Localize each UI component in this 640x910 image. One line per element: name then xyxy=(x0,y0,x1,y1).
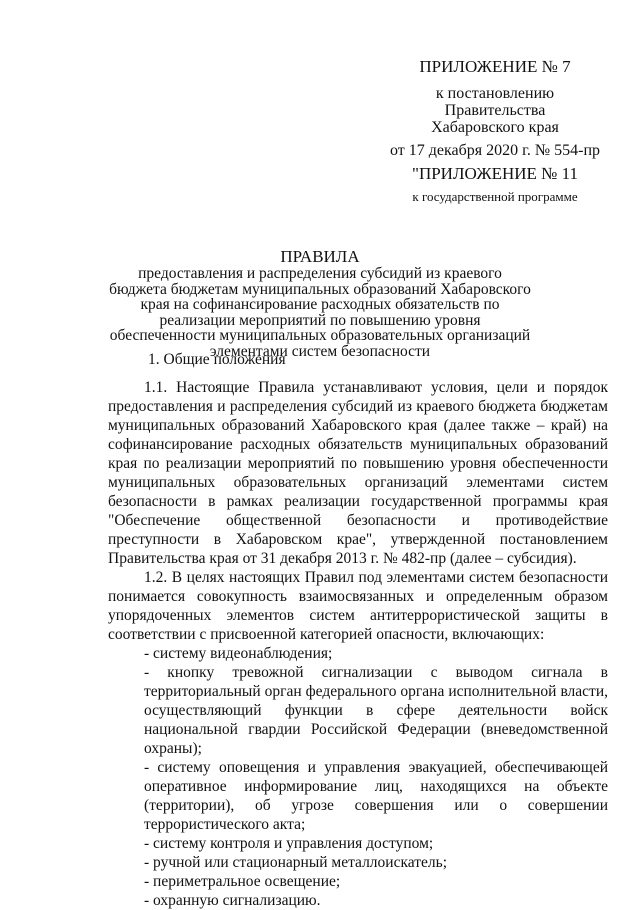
document-body xyxy=(108,350,608,910)
appendix-program: к государственной программе xyxy=(412,189,578,204)
appendix-line-1: к постановлению xyxy=(435,85,555,102)
appendix-title-2: "ПРИЛОЖЕНИЕ № 11 xyxy=(412,164,578,183)
appendix-line-3: Хабаровского края xyxy=(431,119,559,136)
list-item: - систему оповещения и управления эвакуацией, обеспечивающей оперативное информирование лиц, находящихся на объекте (территории), об угрозе совершения или о совершении террористического акта; xyxy=(144,759,608,833)
list-item: - систему видеонаблюдения; xyxy=(144,645,333,662)
list-item: - периметральное освещение; xyxy=(144,873,341,890)
appendix-header xyxy=(380,58,610,205)
appendix-date: от 17 декабря 2020 г. № 554-пр xyxy=(389,142,601,159)
rules-title: ПРАВИЛА xyxy=(280,247,360,266)
rules-subtitle: предоставления и распределения субсидий из краевого бюджета бюджетам муниципальных образований Хабаровского края на софинансирование расходных обязательств по реализации мероприятий по повышению уровня обеспеченности муниципальных образовательных организаций элементами систем безопасности xyxy=(109,265,531,360)
list-item: - систему контроля и управления доступом; xyxy=(144,835,434,852)
appendix-line-2: Правительства xyxy=(444,102,546,119)
paragraph-1-2: 1.2. В целях настоящих Правил под элементами систем безопасности понимается совокупность взаимосвязанных и определенным образом упорядоченных элементов систем антитеррористической защиты в соответствии с присвоенной категорией опасности, включающих: xyxy=(108,569,608,643)
list-item: - ручной или стационарный металлоискатель; xyxy=(144,854,448,871)
appendix-title: ПРИЛОЖЕНИЕ № 7 xyxy=(419,57,571,76)
section-heading: 1. Общие положения xyxy=(148,351,286,368)
list-item: - охранную сигнализацию. xyxy=(144,892,321,909)
list-item: - кнопку тревожной сигнализации с выводом сигнала в территориальный орган федерального органа исполнительной власти, осуществляющий функции в сфере деятельности войск национальной гвардии Российской Федерации (вневедомственной охраны); xyxy=(144,664,608,757)
paragraph-1-1: 1.1. Настоящие Правила устанавливают условия, цели и порядок предоставления и распределения субсидий из краевого бюджета бюджетам муниципальных образований Хабаровского края (далее также – край) на софинансирование расходных обязательств муниципальных образований края по реализации мероприятий по повышению уровня обеспеченности муниципальных образовательных организаций элементами систем безопасности в рамках реализации государственной программы края "Обеспечение общественной безопасности и противодействие преступности в Хабаровском крае", утвержденной постановлением Правительства края от 31 декабря 2013 г. № 482-пр (далее – субсидия). xyxy=(108,379,608,567)
rules-heading xyxy=(108,248,532,359)
